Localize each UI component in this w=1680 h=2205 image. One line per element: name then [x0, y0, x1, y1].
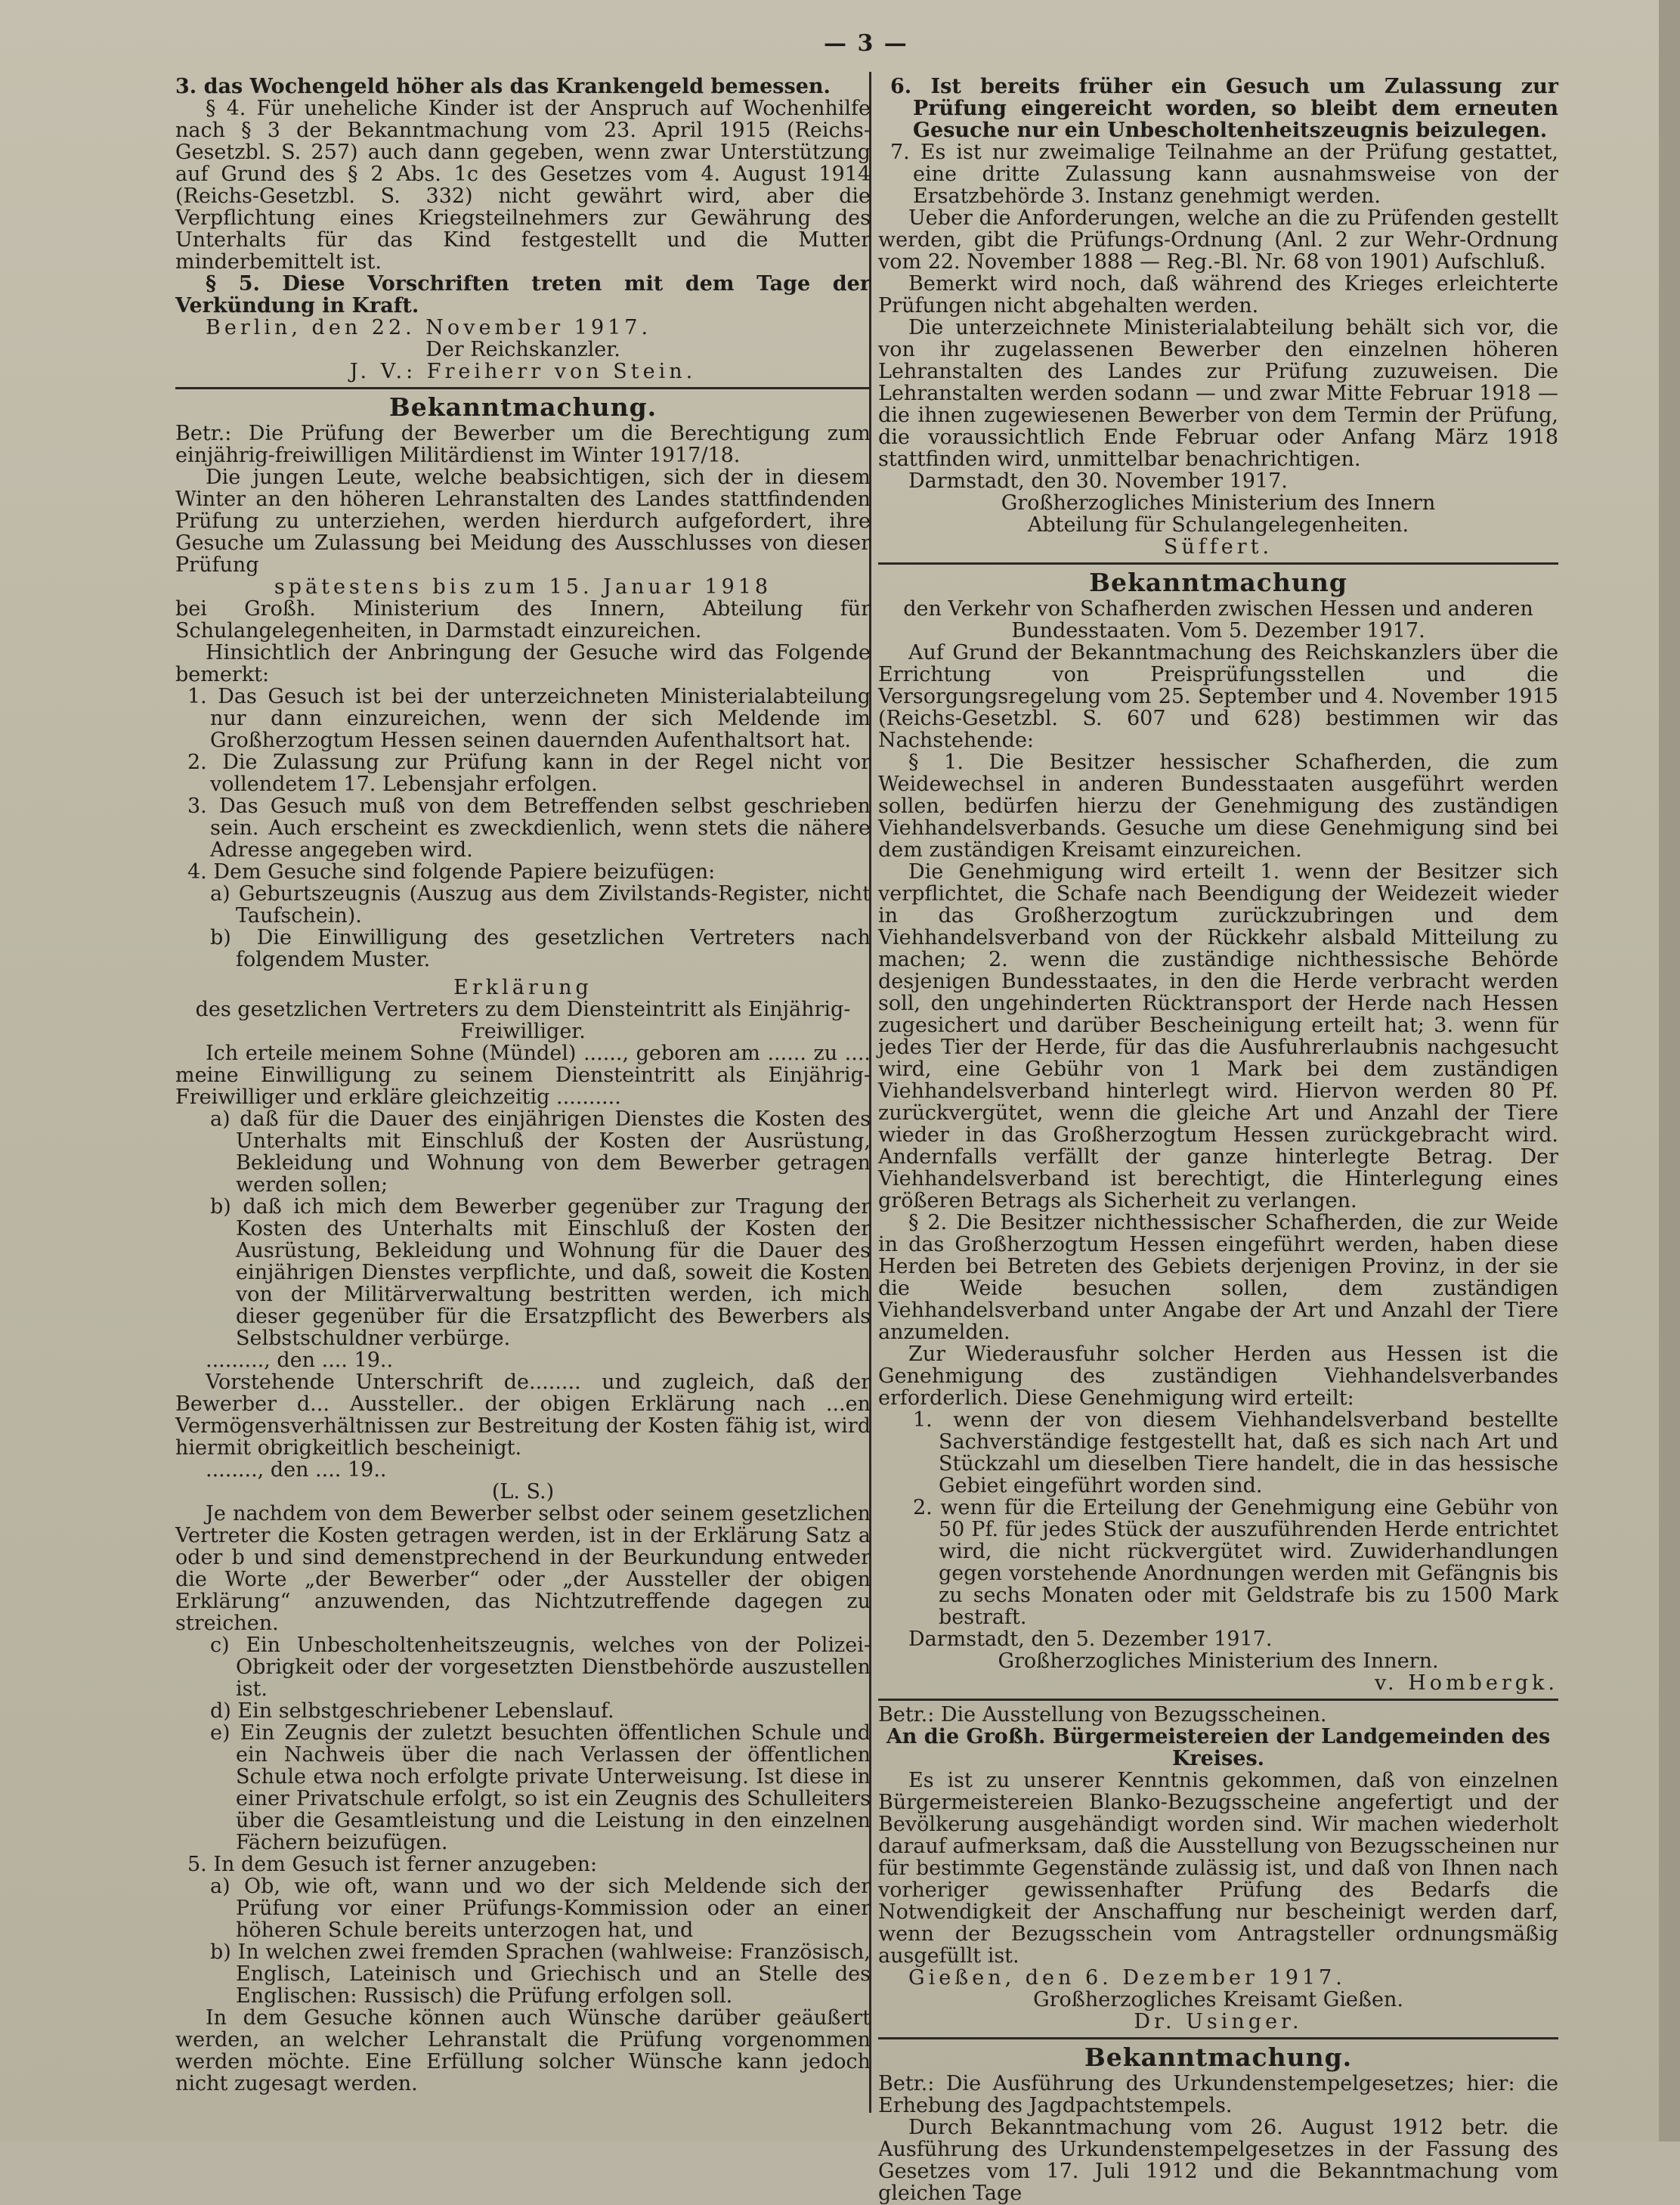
- seal-mark: (L. S.): [491, 1480, 555, 1504]
- signer-name: Dr. Usinger.: [1134, 2010, 1303, 2033]
- paragraph: Je nachdem von dem Bewerber selbst oder seinem gesetzlichen Vertreter die Kosten getragen werden, ist in der Erklärung Satz a oder b und sind demenstprechend in der Beurkundung entweder die Worte „der Bewerber“ oder „der Aussteller der obigen Erklärung“ anzuwenden, das Nichtzutreffende dagegen zu streichen.: [175, 1502, 871, 1635]
- list-item: 1. Das Gesuch ist bei der unterzeichneten Ministerialabteilung nur dann einzureichen, wenn der sich Meldende im Großherzogtum Hessen seinen dauernden Aufenthaltsort hat.: [187, 685, 871, 752]
- authority: Abteilung für Schulangelegenheiten.: [1027, 513, 1409, 537]
- betreff: Betr.: Die Prüfung der Bewerber um die Berechtigung zum einjährig-freiwilligen Militärdienst im Winter 1917/18.: [175, 422, 871, 467]
- paragraph: Die Genehmigung wird erteilt 1. wenn der Besitzer sich verpflichtet, die Schafe nach Beendigung der Weidezeit wieder in das Großherzogtum zurückzubringen und dem Viehhandelsverband von der Rückkehr alsbald Mitteilung zu machen; 2. wenn die zuständige nichthessische Behörde desjenigen Bundesstaates, in den die Herde verbracht werden soll, den ungehinderten Rücktransport der Herde nach Hessen zugesichert und darüber Bescheinigung erteilt hat; 3. wenn für jedes Tier der Herde, für das die Ausfuhrerlaubnis nachgesucht wird, eine Gebühr von 1 Mark bei dem zuständigen Viehhandelsverband hinterlegt wird. Hiervon werden 80 Pf. zurückvergütet, wenn die gleiche Art und Anzahl der Tiere wieder in das Großherzogtum Hessen zurückgebracht wird. Andernfalls verfällt der ganze hinterlegte Betrag. Der Viehhandelsverband ist berechtigt, die Hinterlegung eines größeren Betrags als Sicherheit zu verlangen.: [878, 860, 1558, 1212]
- date-placeholder: ........, den .... 19..: [206, 1458, 387, 1482]
- list-item: b) daß ich mich dem Bewerber gegenüber zur Tragung der Kosten des Unterhalts mit Einschluß der Kosten der Ausrüstung, Bekleidung und Wohnung für die Dauer des einjährigen Dienstes verpflichte, und daß, soweit die Kosten von der Militärverwaltung bestritten werden, ich mich dieser gegenüber für die Ersatzpflicht des Bewerbers als Selbstschuldner verbürge.: [210, 1195, 871, 1350]
- paragraph: § 5. Diese Vorschriften treten mit dem Tage der Verkündung in Kraft.: [175, 272, 871, 317]
- list-item: 4. Dem Gesuche sind folgende Papiere beizufügen:: [187, 860, 716, 884]
- paragraph: Vorstehende Unterschrift de........ und zugleich, daß der Bewerber d... Aussteller.. der obigen Erklärung nach ...en Vermögensverhältnissen zur Bestreitung der Kosten fähig ist, wird hiermit obrigkeitlich bescheinigt.: [175, 1370, 871, 1460]
- separator: [878, 1699, 1558, 1701]
- authority: Großherzogliches Ministerium des Innern: [1001, 491, 1436, 515]
- paragraph: Durch Bekanntmachung vom 26. August 1912 betr. die Ausführung des Urkundenstempelgesetzes in der Fassung des Gesetzes vom 17. Juli 1912 und die Bekanntmachung vom gleichen Tage: [878, 2116, 1558, 2205]
- section-heading: Bekanntmachung: [1089, 568, 1347, 597]
- right-column: [878, 75, 1558, 2205]
- deadline: spätestens bis zum 15. Januar 1918: [274, 575, 772, 599]
- paragraph: bei Großh. Ministerium des Innern, Abteilung für Schulangelegenheiten, in Darmstadt einzureichen.: [175, 597, 871, 643]
- list-item: b) In welchen zwei fremden Sprachen (wahlweise: Französisch, Englisch, Lateinisch und Griechisch und an Stelle des Englischen: Russisch) die Prüfung erfolgen soll.: [210, 1940, 871, 2008]
- list-item: 3. Das Gesuch muß von dem Betreffenden selbst geschrieben sein. Auch erscheint es zweckdienlich, wenn stets die nähere Adresse angegeben wird.: [187, 794, 871, 862]
- paragraph: § 2. Die Besitzer nichthessischer Schafherden, die zur Weide in das Großherzogtum Hessen eingeführt werden, haben diese Herden bei Betreten des Gebiets derjenigen Provinz, in der sie die Weide besuchen sollen, dem zuständigen Viehhandelsverband unter Angabe der Art und Anzahl der Tiere anzumelden.: [878, 1211, 1558, 1344]
- list-item: e) Ein Zeugnis der zuletzt besuchten öffentlichen Schule und ein Nachweis über die nach Verlassen der öffentlichen Schule etwa noch erfolgte private Unterweisung. Ist diese in einer Privatschule erfolgt, so ist ein Zeugnis des Schulleiters über die Gesamtleistung und die Leistung in den einzelnen Fächern beizufügen.: [210, 1721, 871, 1854]
- list-item: a) daß für die Dauer des einjährigen Dienstes die Kosten des Unterhalts mit Einschluß der Kosten der Ausrüstung, Bekleidung und Wohnung von dem Bewerber getragen werden sollen;: [210, 1107, 871, 1197]
- signer-name: J. V.: Freiherr von Stein.: [349, 360, 697, 383]
- authority: Großherzogliches Ministerium des Innern.: [998, 1649, 1439, 1673]
- date-line: Gießen, den 6. Dezember 1917.: [908, 1966, 1346, 1990]
- list-item: d) Ein selbstgeschriebener Lebenslauf.: [210, 1699, 614, 1723]
- paragraph: Die jungen Leute, welche beabsichtigen, sich der in diesem Winter an den höheren Lehranstalten des Landes stattfindenden Prüfung zu unterziehen, werden hierdurch aufgefordert, ihre Gesuche um Zulassung bei Meidung des Ausschlusses von dieser Prüfung: [175, 466, 871, 577]
- page-number: — 3 —: [824, 30, 908, 57]
- separator: [175, 387, 871, 389]
- separator: [878, 2037, 1558, 2039]
- signer-name: Süffert.: [1163, 535, 1273, 559]
- list-item: b) Die Einwilligung des gesetzlichen Vertreters nach folgendem Muster.: [210, 926, 871, 971]
- signer-name: v. Hombergk.: [1374, 1671, 1558, 1695]
- paragraph: Bemerkt wird noch, daß während des Krieges erleichterte Prüfungen nicht abgehalten werden.: [878, 272, 1558, 317]
- paragraph: Die unterzeichnete Ministerialabteilung behält sich vor, die von ihr zugelassenen Bewerber den einzelnen höheren Lehranstalten des Landes zur Prüfung zuzuweisen. Die Lehranstalten werden sodann — und zwar Mitte Februar 1918 — die ihnen zugewiesenen Bewerber von dem Termin der Prüfung, die voraussichtlich Ende Februar oder Anfang März 1918 stattfinden wird, unmittelbar benachrichtigen.: [878, 316, 1558, 471]
- list-item: 1. wenn der von diesem Viehhandelsverband bestellte Sachverständige festgestellt hat, daß es sich nach Art und Stückzahl um dieselben Tiere handelt, die in das hessische Gebiet eingeführt worden sind.: [913, 1408, 1558, 1497]
- declaration-title: Erklärung: [453, 976, 592, 999]
- date-line: Berlin, den 22. November 1917.: [206, 316, 652, 339]
- paragraph: Zur Wiederausfuhr solcher Herden aus Hessen ist die Genehmigung des zuständigen Viehhandelsverbandes erforderlich. Diese Genehmigung wird erteilt:: [878, 1343, 1558, 1410]
- list-item: 2. wenn für die Erteilung der Genehmigung eine Gebühr von 50 Pf. für jedes Stück der auszuführenden Herde entrichtet wird, die nicht rückvergütet wird. Zuwiderhandlungen gegen vorstehende Anordnungen werden mit Gefängnis bis zu sechs Monaten oder mit Geldstrafe bis zu 1500 Mark bestraft.: [913, 1496, 1558, 1629]
- paragraph: Ich erteile meinem Sohne (Mündel) ......, geboren am ...... zu .... meine Einwilligung zu seinem Diensteintritt als Einjährig-Freiwilliger und erkläre gleichzeitig ..........: [175, 1042, 871, 1109]
- list-item: 2. Die Zulassung zur Prüfung kann in der Regel nicht vor vollendetem 17. Lebensjahr erfolgen.: [187, 751, 871, 796]
- page-edge: [1659, 0, 1680, 2142]
- list-item: 6. Ist bereits früher ein Gesuch um Zulassung zur Prüfung eingereicht worden, so bleibt dem erneuten Gesuche nur ein Unbescholtenheitszeugnis beizulegen.: [890, 75, 1558, 142]
- list-item: a) Ob, wie oft, wann und wo der sich Meldende sich der Prüfung vor einer Prüfungs-Kommission oder an einer höheren Schule bereits unterzogen hat, und: [210, 1875, 871, 1942]
- authority: Großherzogliches Kreisamt Gießen.: [1033, 1988, 1403, 2011]
- paragraph: Auf Grund der Bekanntmachung des Reichskanzlers über die Errichtung von Preisprüfungsstellen und die Versorgungsregelung vom 25. September und 4. November 1915 (Reichs-Gesetzbl. S. 607 und 628) bestimmen wir das Nachstehende:: [878, 641, 1558, 752]
- declaration-subtitle: des gesetzlichen Vertreters zu dem Diensteintritt als Einjährig-Freiwilliger.: [195, 998, 851, 1043]
- section-subtitle: den Verkehr von Schafherden zwischen Hessen und anderen Bundesstaaten. Vom 5. Dezember 1917.: [903, 597, 1533, 643]
- paragraph: In dem Gesuche können auch Wünsche darüber geäußert werden, an welcher Lehranstalt die Prüfung vorgenommen werden möchte. Eine Erfüllung solcher Wünsche kann jedoch nicht zugesagt werden.: [175, 2006, 871, 2095]
- list-item: a) Geburtszeugnis (Auszug aus dem Zivilstands-Register, nicht Taufschein).: [210, 882, 871, 928]
- betreff: Betr.: Die Ausführung des Urkundenstempelgesetzes; hier: die Erhebung des Jagdpachtstempels.: [878, 2072, 1558, 2117]
- separator: [878, 562, 1558, 565]
- date-line: Darmstadt, den 30. November 1917.: [908, 469, 1288, 493]
- paragraph: 3. das Wochengeld höher als das Krankengeld bemessen.: [175, 75, 831, 98]
- left-column: [175, 76, 871, 2124]
- section-heading: Bekanntmachung.: [388, 392, 657, 422]
- addressee: An die Großh. Bürgermeistereien der Landgemeinden des Kreises.: [886, 1725, 1551, 1770]
- date-line: Darmstadt, den 5. Dezember 1917.: [908, 1627, 1273, 1651]
- paragraph: Hinsichtlich der Anbringung der Gesuche wird das Folgende bemerkt:: [175, 641, 871, 686]
- list-item: 7. Es ist nur zweimalige Teilnahme an der Prüfung gestattet, eine dritte Zulassung kann ausnahmsweise von der Ersatzbehörde 3. Instanz genehmigt werden.: [890, 141, 1558, 208]
- paragraph: Es ist zu unserer Kenntnis gekommen, daß von einzelnen Bürgermeistereien Blanko-Bezugsscheine angefertigt und der Bevölkerung ausgehändigt worden sind. Wir machen wiederholt darauf aufmerksam, daß die Ausstellung von Bezugsscheinen nur für bestimmte Gegenstände zulässig ist, und daß von Ihnen nach vorheriger gewissenhafter Prüfung des Bedarfs die Notwendigkeit der Anschaffung nur bescheinigt werden darf, wenn der Bezugsschein vom Antragsteller ordnungsmäßig ausgefüllt ist.: [878, 1769, 1558, 1968]
- section-heading: Bekanntmachung.: [1084, 2042, 1353, 2072]
- list-item: 5. In dem Gesuch ist ferner anzugeben:: [187, 1853, 598, 1876]
- betreff: Betr.: Die Ausstellung von Bezugsscheinen.: [878, 1703, 1327, 1727]
- list-item: c) Ein Unbescholtenheitszeugnis, welches von der Polizei-Obrigkeit oder der vorgesetzten Dienstbehörde auszustellen ist.: [210, 1634, 871, 1701]
- date-placeholder: ........., den .... 19..: [206, 1349, 394, 1372]
- paragraph: Ueber die Anforderungen, welche an die zu Prüfenden gestellt werden, gibt die Prüfungs-Ordnung (Anl. 2 zur Wehr-Ordnung vom 22. November 1888 — Reg.-Bl. Nr. 68 von 1901) Aufschluß.: [878, 206, 1558, 274]
- paragraph: § 1. Die Besitzer hessischer Schafherden, die zum Weidewechsel in anderen Bundesstaaten ausgeführt werden sollen, bedürfen hierzu der Genehmigung des zuständigen Viehhandelsverbands. Gesuche um diese Genehmigung sind bei dem zuständigen Kreisamt einzureichen.: [878, 751, 1558, 862]
- signer-title: Der Reichskanzler.: [425, 338, 620, 361]
- paragraph: § 4. Für uneheliche Kinder ist der Anspruch auf Wochenhilfe nach § 3 der Bekanntmachung vom 23. April 1915 (Reichs-Gesetzbl. S. 257) auch dann gegeben, wenn zwar Unterstützung auf Grund des § 2 Abs. 1c des Gesetzes vom 4. August 1914 (Reichs-Gesetzbl. S. 332) nicht gewährt wird, aber die Verpflichtung eines Kriegsteilnehmers zur Gewährung des Unterhalts für das Kind festgestellt und die Mutter minderbemittelt ist.: [175, 97, 871, 274]
